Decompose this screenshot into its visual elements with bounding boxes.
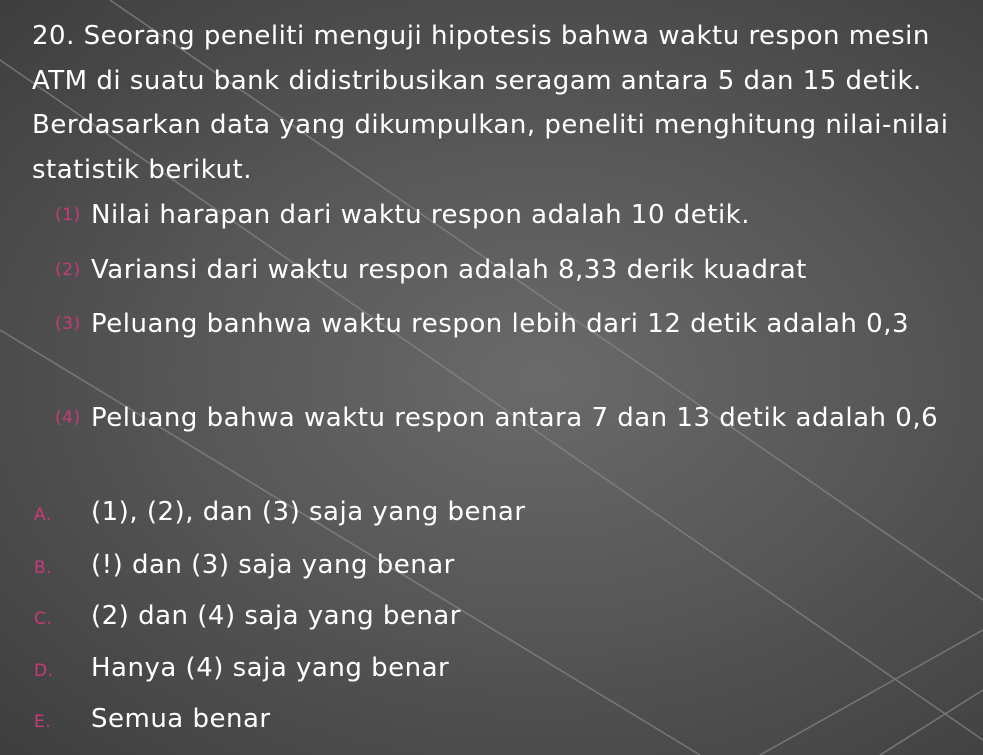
option-marker: D.	[34, 661, 54, 681]
statement-marker: (4)	[55, 408, 81, 428]
option-marker: B.	[34, 558, 53, 578]
option-text: (!) dan (3) saja yang benar	[91, 550, 455, 580]
option-text: Hanya (4) saja yang benar	[91, 653, 450, 683]
option-marker: E.	[34, 712, 52, 732]
statement-text: Variansi dari waktu respon adalah 8,33 derik kuadrat	[91, 255, 807, 285]
statement-text: Nilai harapan dari waktu respon adalah 10 detik.	[91, 200, 751, 230]
statement-marker: (2)	[55, 260, 81, 280]
option-marker: C.	[34, 609, 53, 629]
option-text: (1), (2), dan (3) saja yang benar	[91, 497, 526, 527]
question-text: 20. Seorang peneliti menguji hipotesis bahwa waktu respon mesin ATM di suatu bank didistribusikan seragam antara 5 dan 15 detik. Berdasarkan data yang dikumpulkan, peneliti menghitung nilai-nilai statistik berikut.	[32, 21, 949, 185]
statement-text: Peluang bahwa waktu respon antara 7 dan 13 detik adalah 0,6	[91, 403, 939, 433]
statement-marker: (1)	[55, 205, 81, 225]
statement-marker: (3)	[55, 314, 81, 334]
option-text: Semua benar	[91, 704, 271, 734]
option-text: (2) dan (4) saja yang benar	[91, 601, 461, 631]
option-marker: A.	[34, 505, 52, 525]
statement-text: Peluang banhwa waktu respon lebih dari 12 detik adalah 0,3	[91, 309, 910, 339]
